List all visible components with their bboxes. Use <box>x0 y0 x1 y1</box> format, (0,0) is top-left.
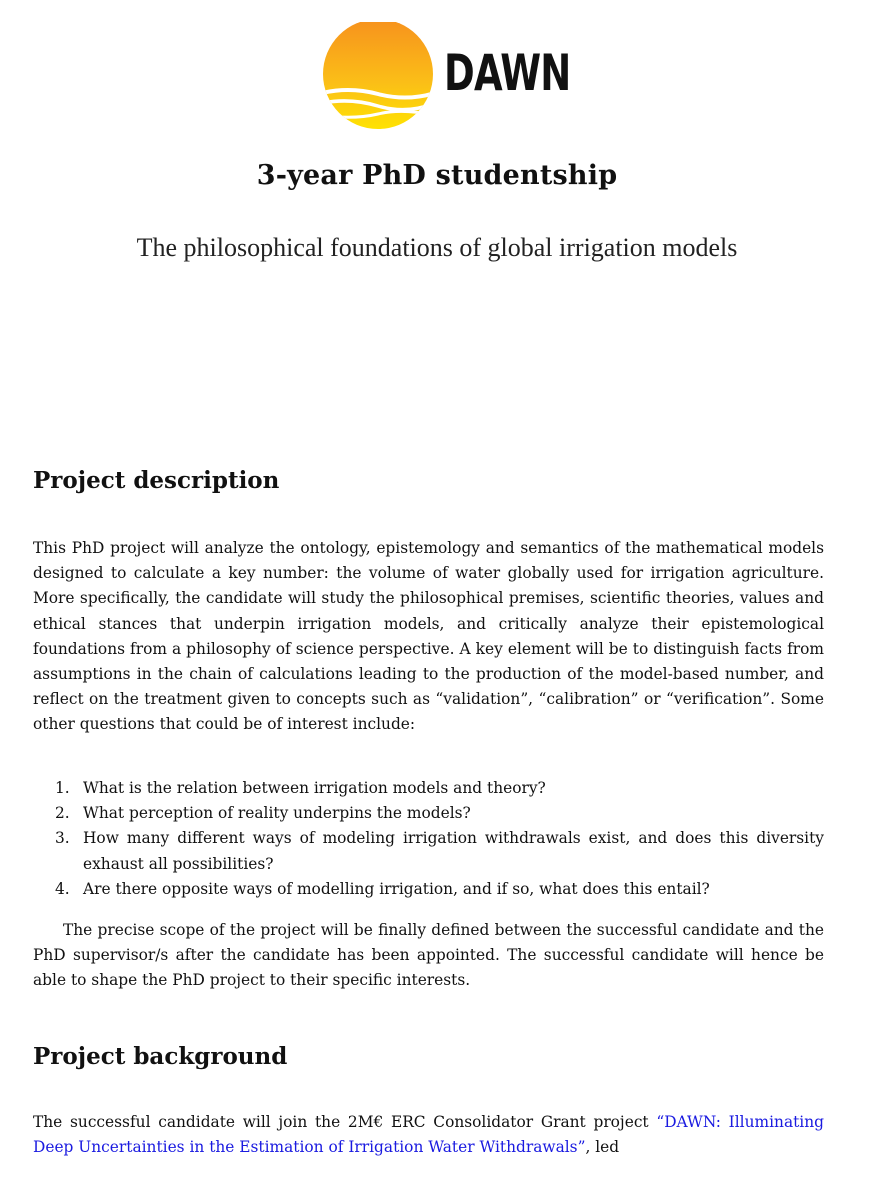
section-heading-description: Project description <box>33 467 280 494</box>
list-item-text: What perception of reality underpins the models? <box>83 804 471 823</box>
list-number: 3. <box>55 829 70 848</box>
background-text-end: , led <box>585 1138 620 1157</box>
list-item-text: How many different ways of modeling irrigation withdrawals exist, and does this diversity exhaust all possibilities? <box>83 829 824 873</box>
description-scope: The precise scope of the project will be finally defined between the successful candidate and the PhD supervisor/s after the candidate has been appointed. The successful candidate will hence be able to shape the PhD project to their specific interests. <box>33 921 824 990</box>
sun-logo-icon <box>318 22 438 134</box>
list-item <box>33 826 824 876</box>
dawn-project-link[interactable]: “DAWN: Illuminating Deep Uncertainties in the Estimation of Irrigation Water Withdrawals” <box>33 1113 824 1157</box>
list-item <box>33 801 824 826</box>
list-item <box>33 877 824 902</box>
description-intro: This PhD project will analyze the ontology, epistemology and semantics of the mathematical models designed to calculate a key number: the volume of water globally used for irrigation agriculture. More specifically, the candidate will study the philosophical premises, scientific theories, values and ethical stances that underpin irrigation models, and critically analyze their epistemological foundations from a philosophy of science perspective. A key element will be to distinguish facts from assumptions in the chain of calculations leading to the production of the model-based number, and reflect on the treatment given to concepts such as “validation”, “calibration” or “verification”. Some other questions that could be of interest include: <box>33 539 824 734</box>
list-item <box>33 776 824 801</box>
background-text <box>33 1110 824 1160</box>
list-number: 4. <box>55 879 70 898</box>
dawn-logo <box>318 22 571 134</box>
list-number: 2. <box>55 804 70 823</box>
background-text-start: The successful candidate will join the 2M€ ERC Consolidator Grant project <box>33 1113 657 1131</box>
questions-list <box>33 776 824 902</box>
section-heading-background: Project background <box>33 1043 288 1070</box>
list-item-text: What is the relation between irrigation models and theory? <box>83 779 546 797</box>
logo-wordmark: DAWN <box>444 44 571 102</box>
page-subtitle: The philosophical foundations of global irrigation models <box>136 233 738 262</box>
list-number: 1. <box>55 779 70 797</box>
page-title: 3-year PhD studentship <box>256 160 618 191</box>
list-item-text: Are there opposite ways of modelling irrigation, and if so, what does this entail? <box>83 879 710 898</box>
